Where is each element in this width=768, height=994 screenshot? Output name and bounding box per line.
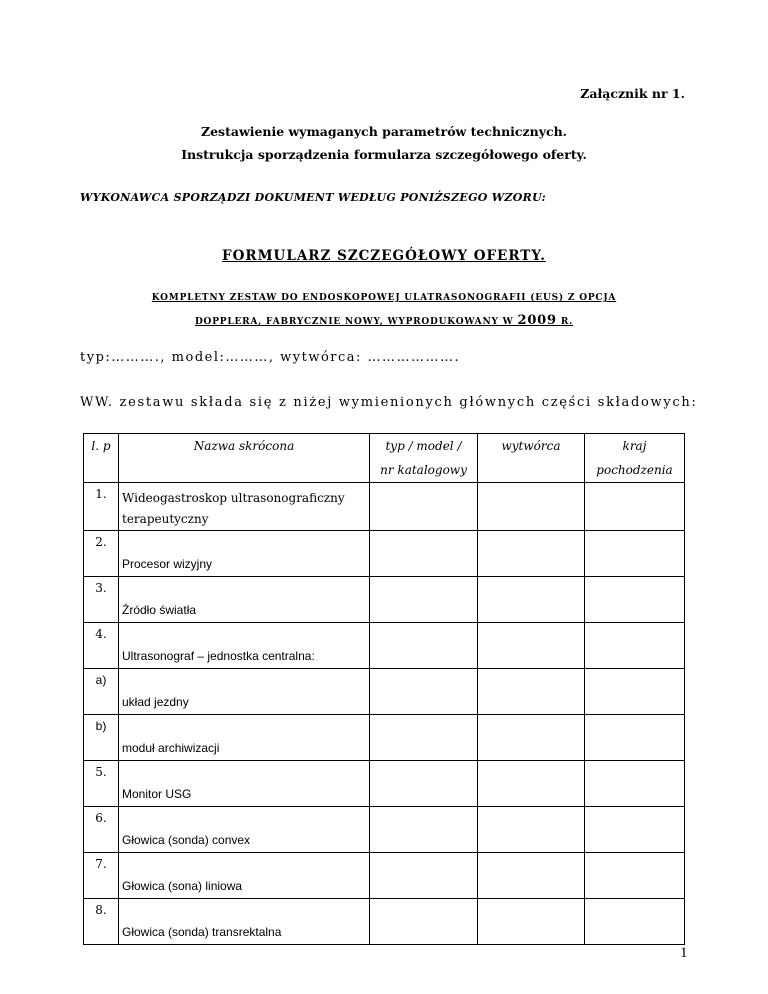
- row-country-cell[interactable]: [585, 761, 685, 807]
- row-name: Procesor wizyjny: [119, 531, 370, 577]
- row-type-cell[interactable]: [370, 853, 478, 899]
- row-lp: 5.: [84, 761, 119, 807]
- row-manufacturer-cell[interactable]: [478, 623, 585, 669]
- row-country-cell[interactable]: [585, 483, 685, 531]
- row-manufacturer-cell[interactable]: [478, 483, 585, 531]
- header-country: [585, 434, 685, 483]
- row-type-cell[interactable]: [370, 669, 478, 715]
- row-lp: b): [84, 715, 119, 761]
- row-name-line2: terapeutyczny: [122, 512, 209, 526]
- form-title: FORMULARZ SZCZEGÓŁOWY OFERTY.: [222, 248, 546, 264]
- row-lp: a): [84, 669, 119, 715]
- header-type-line1: typ / model /: [385, 439, 462, 453]
- row-country-cell[interactable]: [585, 531, 685, 577]
- table-row: [84, 577, 685, 623]
- components-table: [83, 433, 685, 945]
- row-lp: 6.: [84, 807, 119, 853]
- set-description-year: 2009: [517, 313, 557, 328]
- table-row: [84, 715, 685, 761]
- annex-label: Załącznik nr 1.: [580, 86, 685, 101]
- row-manufacturer-cell[interactable]: [478, 807, 585, 853]
- row-type-cell[interactable]: [370, 715, 478, 761]
- row-country-cell[interactable]: [585, 577, 685, 623]
- row-country-cell[interactable]: [585, 807, 685, 853]
- row-lp: 3.: [84, 577, 119, 623]
- row-name-line1: Wideogastroskop ultrasonograficzny: [122, 491, 345, 505]
- table-row: [84, 531, 685, 577]
- row-name: moduł archiwizacji: [119, 715, 370, 761]
- components-intro: WW. zestawu składa się z niżej wymienionych głównych części składowych:: [80, 395, 698, 410]
- row-manufacturer-cell[interactable]: [478, 531, 585, 577]
- type-model-manufacturer-line: typ:………., model:………, wytwórca: ……………….: [80, 350, 461, 365]
- row-lp: 1.: [84, 483, 119, 531]
- set-description-suffix: R.: [560, 317, 574, 327]
- header-country-line1: kraj: [622, 439, 647, 453]
- row-type-cell[interactable]: [370, 577, 478, 623]
- row-lp: 4.: [84, 623, 119, 669]
- row-manufacturer-cell[interactable]: [478, 899, 585, 945]
- table-row: [84, 761, 685, 807]
- row-lp: 2.: [84, 531, 119, 577]
- header-type-line2: nr katalogowy: [380, 463, 467, 477]
- header-name: Nazwa skrócona: [119, 434, 370, 483]
- title-line-2: Instrukcja sporządzenia formularza szczegółowego oferty.: [181, 147, 587, 162]
- row-name: Głowica (sonda) transrektalna: [119, 899, 370, 945]
- row-name: układ jezdny: [119, 669, 370, 715]
- page-number: 1: [680, 945, 688, 961]
- contractor-note: WYKONAWCA SPORZĄDZI DOKUMENT WEDŁUG PONIŻSZEGO WZORU:: [80, 191, 546, 204]
- row-type-cell[interactable]: [370, 807, 478, 853]
- table-header-row: [84, 434, 685, 483]
- row-name: Ultrasonograf – jednostka centralna:: [119, 623, 370, 669]
- row-type-cell[interactable]: [370, 623, 478, 669]
- row-type-cell[interactable]: [370, 899, 478, 945]
- table-row: [84, 669, 685, 715]
- row-name: Źródło światła: [119, 577, 370, 623]
- set-description-prefix: DOPPLERA, FABRYCZNIE NOWY, WYPRODUKOWANY W: [194, 317, 514, 327]
- row-type-cell[interactable]: [370, 483, 478, 531]
- header-type: [370, 434, 478, 483]
- row-manufacturer-cell[interactable]: [478, 577, 585, 623]
- row-manufacturer-cell[interactable]: [478, 669, 585, 715]
- row-name: [119, 483, 370, 531]
- table-row: [84, 623, 685, 669]
- row-country-cell[interactable]: [585, 623, 685, 669]
- row-type-cell[interactable]: [370, 531, 478, 577]
- row-name: Głowica (sona) liniowa: [119, 853, 370, 899]
- row-lp: 7.: [84, 853, 119, 899]
- table-row: [84, 853, 685, 899]
- row-lp: 8.: [84, 899, 119, 945]
- header-manufacturer: wytwórca: [478, 434, 585, 483]
- row-manufacturer-cell[interactable]: [478, 715, 585, 761]
- title-line-1: Zestawienie wymaganych parametrów technicznych.: [200, 124, 568, 139]
- row-country-cell[interactable]: [585, 899, 685, 945]
- table-row: [84, 899, 685, 945]
- row-name: Głowica (sonda) convex: [119, 807, 370, 853]
- set-description-line-1: KOMPLETNY ZESTAW DO ENDOSKOPOWEJ ULATRASONOGRAFII (EUS) Z OPCJA: [151, 293, 617, 303]
- row-country-cell[interactable]: [585, 853, 685, 899]
- row-type-cell[interactable]: [370, 761, 478, 807]
- row-name: Monitor USG: [119, 761, 370, 807]
- table-row: [84, 483, 685, 531]
- table-row: [84, 807, 685, 853]
- row-country-cell[interactable]: [585, 715, 685, 761]
- header-lp: l. p: [84, 434, 119, 483]
- row-manufacturer-cell[interactable]: [478, 761, 585, 807]
- set-description-line-2: [0, 313, 768, 328]
- header-country-line2: pochodzenia: [596, 463, 673, 477]
- row-manufacturer-cell[interactable]: [478, 853, 585, 899]
- row-country-cell[interactable]: [585, 669, 685, 715]
